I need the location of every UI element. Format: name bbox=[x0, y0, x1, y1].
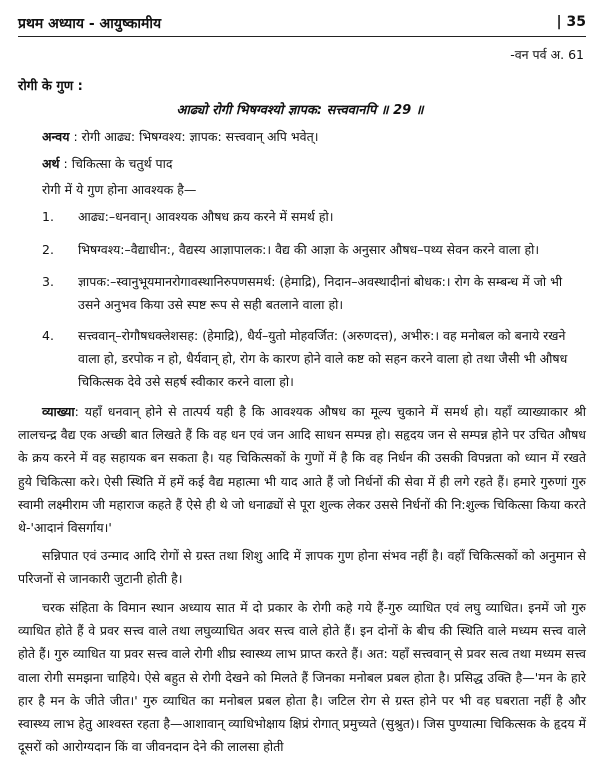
chapter-title: प्रथम अध्याय - आयुष्कामीय bbox=[18, 16, 162, 32]
vyakhya-paragraph bbox=[18, 400, 586, 539]
list-text: आढ्य:–धनवान्। आवश्यक औषध क्रय करने में समर्थ हो। bbox=[78, 209, 334, 224]
list-number: 3. bbox=[42, 274, 54, 289]
anvaya-label: अन्वय bbox=[42, 129, 70, 144]
artha-line bbox=[42, 155, 173, 172]
intro-line: रोगी में ये गुण होना आवश्यक है— bbox=[42, 182, 197, 197]
anvaya-line bbox=[42, 128, 318, 145]
list-text: भिषग्वश्य:–वैद्याधीन:, वैद्यस्य आज्ञापालक:। वैद्य की आज्ञा के अनुसार औषध–पथ्य सेवन करने वाला हो। bbox=[78, 242, 540, 257]
shloka-verse: आढ्यो रोगी भिषग्वश्यो ज्ञापक: सत्त्ववानपि ॥ 29 ॥ bbox=[176, 103, 424, 118]
source-reference: -वन पर्व अ. 61 bbox=[510, 47, 584, 62]
running-header bbox=[18, 10, 586, 37]
paragraph-three: चरक संहिता के विमान स्थान अध्याय सात में दो प्रकार के रोगी कहे गये हैं-गुरु व्याधित एवं लघु व्याधित। इनमें जो गुरु व्याधित होते हैं वे प्रवर सत्त्व वाले तथा लघुव्याधित अवर सत्त्व वाले होते हैं। इन दोनों के बीच की स्थिति वाले मध्यम सत्त्व वाले होते हैं। गुरु व्याधित या प्रवर सत्त्व वाले रोगी शीघ्र स्वास्थ्य लाभ प्राप्त करते हैं। अत: यहाँ सत्त्ववान् से प्रवर सत्व तथा मध्यम सत्त्व वाला रोगी समझना चाहिये। ऐसे बहुत से रोगी देखने को मिलते हैं जिनका मनोबल प्रबल होता है। प्रसिद्ध उक्ति है—'मन के हारे हार है मन के जीते जीत।' गुरु व्याधित का मनोबल प्रबल होता है। जटिल रोग से ग्रस्त होने पर भी वह घबराता नहीं है और स्वास्थ्य लाभ हेतु आश्वस्त रहता है—आशावान् व्याधिभोक्षाय क्षिप्रं रोगात् प्रमुच्यते (सुश्रुत)। जिस पुण्यात्मा चिकित्सक के हृदय में दूसरों को आरोग्यदान किं वा जीवनदान देने की लालसा होती bbox=[18, 600, 586, 755]
vyakhya-text: : यहाँ धनवान् होने से तात्पर्य यही है कि आवश्यक औषध का मूल्य चुकाने में समर्थ हो। यहाँ व्याख्याकार श्री लालचन्द्र वैद्य एक अच्छी बात लिखते हैं कि वह धन एवं जन आदि साधन सम्पन्न हो। सहृदय जन से सम्पन्न होने पर उचित औषध के क्रय करने में वह सहायक बन सकता है। यह चिकित्सकों के गुणों में है कि वह निर्धन की उसकी विपन्नता को ध्यान में रखते हुये चिकित्सा करे। ऐसी स्थिति में हमें कई वैद्य महात्मा भी याद आते हैं जो निर्धनों की सेवा में ही लगे रहते हैं। हमारे गुरुणां गुरु स्वामी लक्ष्मीराम जी महाराज कहते हैं ऐसे ही थे जो धनाढ्यों से पूरा शुल्क लेकर उससे निर्धनों की नि:शुल्क चिकित्सा किया करते थे-'आदानं विसर्गाय।' bbox=[18, 404, 586, 536]
paragraph-two: सन्निपात एवं उन्माद आदि रोगों से ग्रस्त तथा शिशु आदि में ज्ञापक गुण होना संभव नहीं है। वहाँ चिकित्सकों को अनुमान से परिजनों से जानकारी जुटानी होती है। bbox=[18, 548, 586, 587]
list-number: 4. bbox=[42, 328, 54, 343]
page-number: | 35 bbox=[556, 14, 586, 30]
vyakhya-label: व्याख्या bbox=[42, 404, 75, 419]
list-number: 2. bbox=[42, 242, 54, 257]
list-number: 1. bbox=[42, 209, 54, 224]
anvaya-text: : रोगी आढ्य: भिषग्वश्य: ज्ञापक: सत्त्ववान् अपि भवेत्। bbox=[73, 129, 319, 144]
section-heading: रोगी के गुण : bbox=[18, 79, 83, 94]
artha-text: : चिकित्सा के चतुर्थ पाद bbox=[63, 156, 173, 171]
artha-label: अर्थ bbox=[42, 156, 60, 171]
list-text: सत्त्ववान्–रोगौषधक्लेशसह: (हेमाद्रि), धैर्य–युतो मोहवर्जित: (अरुणदत्त), अभीरु:। वह मनोबल को बनाये रखने वाला हो, डरपोक न हो, धैर्यवान् हो, रोग के कारण होने वाले कष्ट को सहन करने वाला हो तथा जैसी भी औषध चिकित्सक देवे उसे सहर्ष स्वीकार करने वाला हो। bbox=[78, 328, 568, 389]
list-text: ज्ञापक:–स्वानुभूयमानरोगावस्थानिरुपणसमर्थ: (हेमाद्रि), निदान–अवस्थादीनां बोधक:। रोग के सम्बन्ध में जो भी उसने अनुभव किया उसे स्पष्ट रूप से सही बतलाने वाला हो। bbox=[78, 274, 563, 312]
